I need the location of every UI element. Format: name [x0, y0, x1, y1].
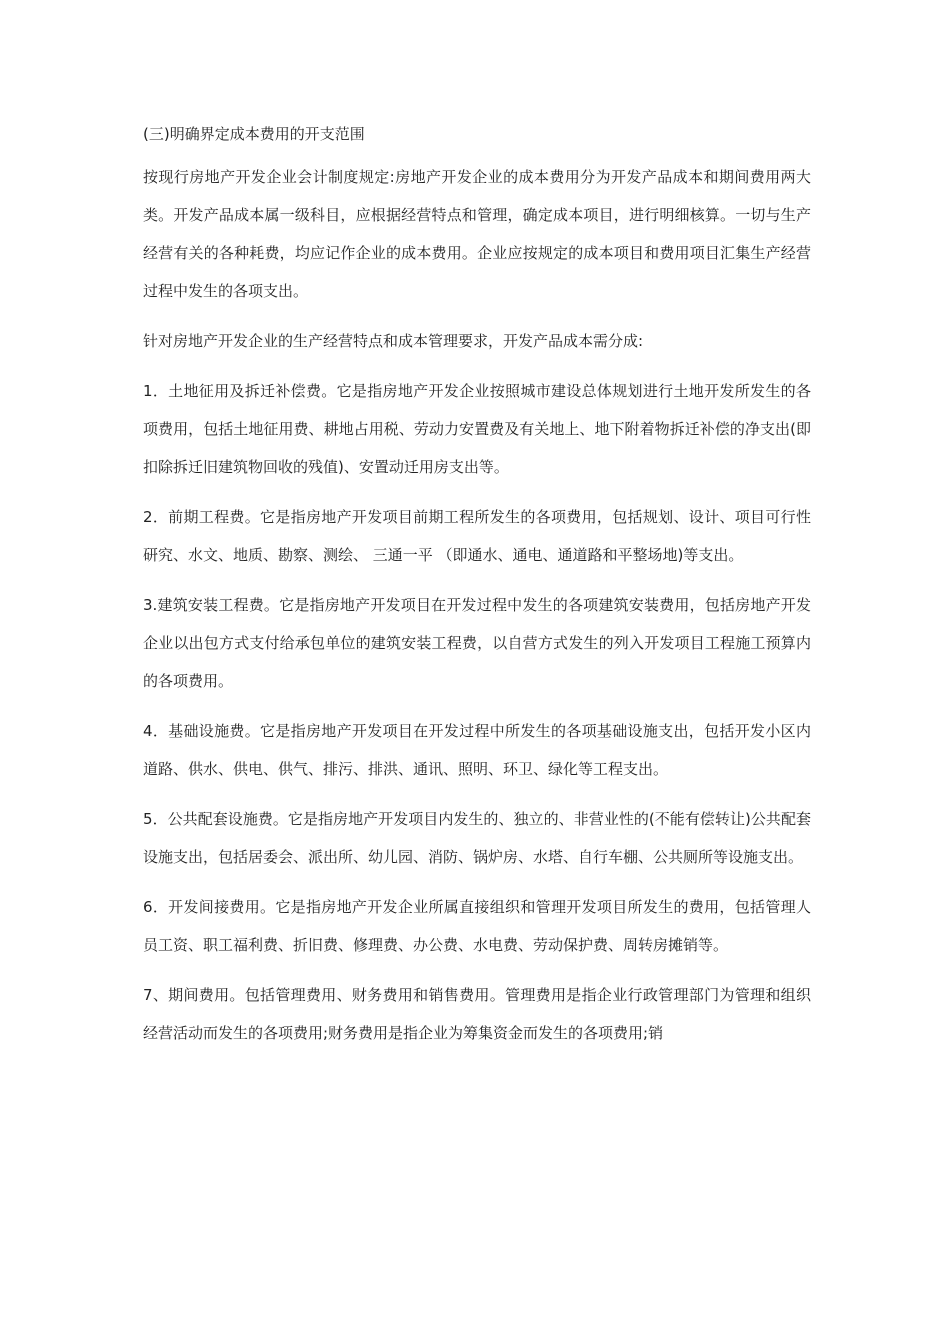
paragraph-item-5: 5．公共配套设施费。它是指房地产开发项目内发生的、独立的、非营业性的(不能有偿转让)公共配套设施支出，包括居委会、派出所、幼儿园、消防、锅炉房、水塔、自行车棚、公共厕所等设施支出。: [143, 810, 811, 866]
paragraph-item-1: 1．土地征用及拆迁补偿费。它是指房地产开发企业按照城市建设总体规划进行土地开发所发生的各项费用，包括土地征用费、耕地占用税、劳动力安置费及有关地上、地下附着物拆迁补偿的净支出(即扣除拆迁旧建筑物回收的残值)、安置动迁用房支出等。: [143, 382, 811, 476]
section-heading: (三)明确界定成本费用的开支范围: [143, 125, 365, 143]
paragraph-item-2: 2．前期工程费。它是指房地产开发项目前期工程所发生的各项费用，包括规划、设计、项目可行性研究、水文、地质、勘察、测绘、 三通一平 （即通水、通电、通道路和平整场地)等支出。: [143, 508, 811, 564]
paragraph-item-6: 6．开发间接费用。它是指房地产开发企业所属直接组织和管理开发项目所发生的费用，包括管理人员工资、职工福利费、折旧费、修理费、办公费、水电费、劳动保护费、周转房摊销等。: [143, 898, 811, 954]
document-body: [143, 122, 811, 1064]
paragraph-item-3: 3.建筑安装工程费。它是指房地产开发项目在开发过程中发生的各项建筑安装费用，包括房地产开发企业以出包方式支付给承包单位的建筑安装工程费，以自营方式发生的列入开发项目工程施工预算内的各项费用。: [143, 596, 811, 690]
paragraph-intro: 按现行房地产开发企业会计制度规定:房地产开发企业的成本费用分为开发产品成本和期间费用两大类。开发产品成本属一级科目，应根据经营特点和管理，确定成本项目，进行明细核算。一切与生产经营有关的各种耗费，均应记作企业的成本费用。企业应按规定的成本项目和费用项目汇集生产经营过程中发生的各项支出。: [143, 168, 811, 300]
paragraph-lead-in: 针对房地产开发企业的生产经营特点和成本管理要求，开发产品成本需分成:: [143, 332, 644, 350]
paragraph-item-4: 4．基础设施费。它是指房地产开发项目在开发过程中所发生的各项基础设施支出，包括开发小区内道路、供水、供电、供气、排污、排洪、通讯、照明、环卫、绿化等工程支出。: [143, 722, 811, 778]
paragraph-item-7: 7、期间费用。包括管理费用、财务费用和销售费用。管理费用是指企业行政管理部门为管理和组织经营活动而发生的各项费用;财务费用是指企业为筹集资金而发生的各项费用;销: [143, 986, 811, 1042]
